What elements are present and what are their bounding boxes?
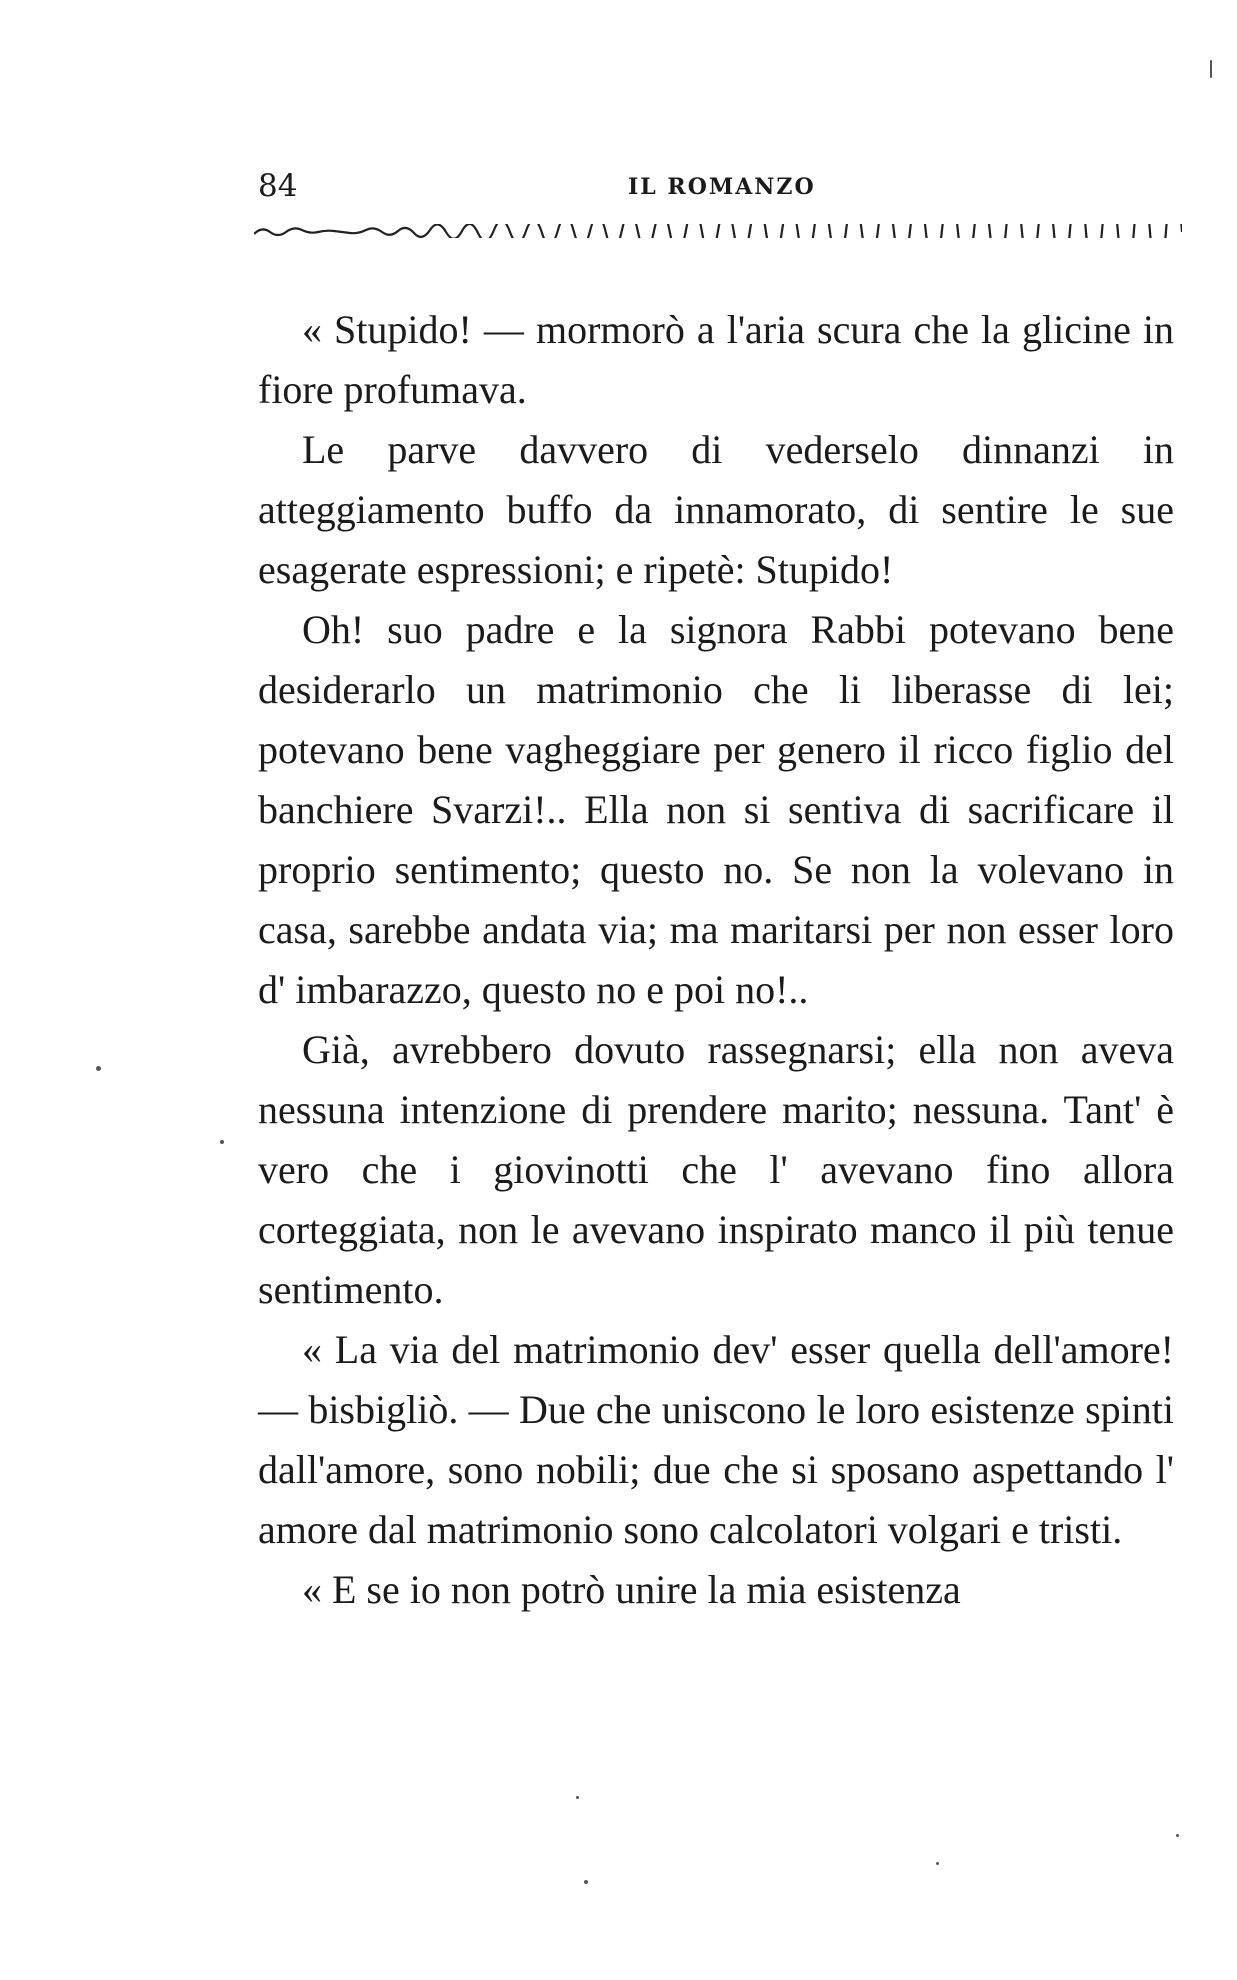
paragraph: « E se io non potrò unire la mia esistenza	[302, 1567, 961, 1612]
scan-speck	[96, 1066, 101, 1071]
scan-speck	[584, 1880, 588, 1884]
scan-speck	[1210, 60, 1212, 78]
scan-speck	[576, 1796, 579, 1799]
paragraph: « Stupido! — mormorò a l'aria scura che la glicine in fiore profumava.	[258, 307, 1174, 412]
page-header	[258, 168, 1178, 208]
paragraph: Oh! suo padre e la signora Rabbi potevano bene desiderarlo un matrimonio che li liberasse di lei; potevano bene vagheggiare per genero il ricco figlio del banchiere Svarzi!.. Ella non si sentiva di sacrificare il proprio sentimento; questo no. Se non la volevano in casa, sarebbe andata via; ma maritarsi per non esser loro d' imbarazzo, questo no e poi no!..	[258, 607, 1174, 1012]
scan-speck	[220, 1140, 224, 1144]
scan-speck	[936, 1862, 939, 1865]
paragraph: Già, avrebbero dovuto rassegnarsi; ella non aveva nessuna intenzione di prendere marito; nessuna. Tant' è vero che i giovinotti che l' avevano fino allora corteggiata, non le avevano inspirato manco il più tenue sentimento.	[258, 1027, 1174, 1312]
paragraph: « La via del matrimonio dev' esser quella dell'amore! — bisbigliò. — Due che uniscono le loro esistenze spinti dall'amore, sono nobili; due che si sposano aspettando l' amore dal matrimonio sono calcolatori volgari e tristi.	[258, 1327, 1174, 1552]
body-text	[258, 300, 1174, 1620]
decorative-wavy-rule	[254, 224, 1182, 238]
running-head: IL ROMANZO	[628, 174, 816, 200]
scan-speck	[1176, 1834, 1179, 1837]
page-number: 84	[258, 168, 298, 204]
paragraph: Le parve davvero di vederselo dinnanzi in atteggiamento buffo da innamorato, di sentire le sue esagerate espressioni; e ripetè: Stupido!	[258, 427, 1174, 592]
